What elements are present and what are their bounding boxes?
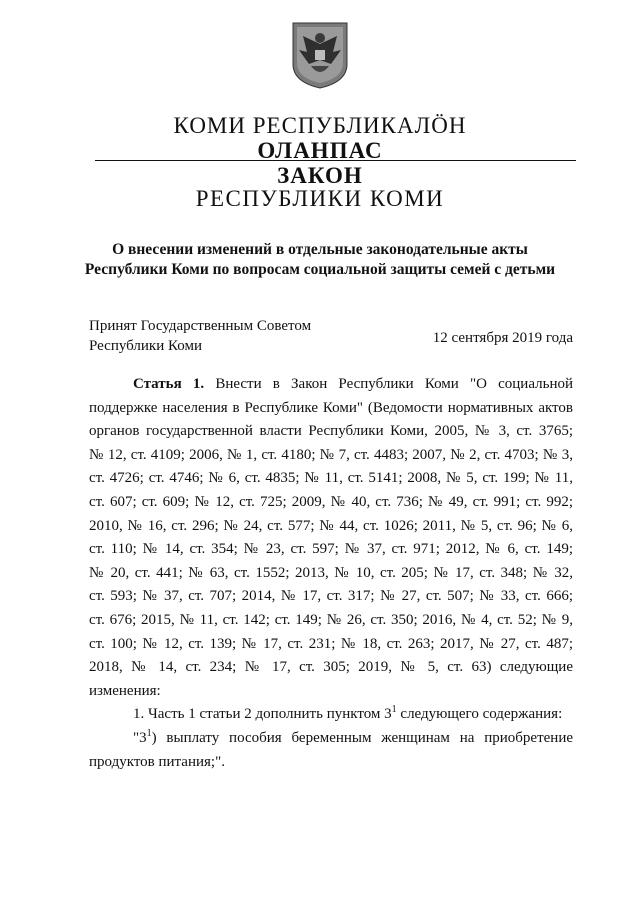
adoption-info: [89, 316, 311, 356]
header-law-komi-language: ОЛАНПАС: [257, 138, 383, 163]
article-line: № 12, ст. 4109; 2006, № 1, ст. 4180; № 7, ст. 4483; 2007, № 2, ст. 4703; № 3,: [89, 446, 573, 463]
law-subject-line: О внесении изменений в отдельные законодательные акты: [112, 241, 528, 258]
article-line: 2010, № 16, ст. 296; № 24, ст. 577; № 44, ст. 1026; 2011, № 5, ст. 96; № 6,: [89, 517, 573, 534]
coat-of-arms-emblem: [289, 20, 351, 90]
header-republic: РЕСПУБЛИКИ КОМИ: [195, 186, 445, 211]
item-1-quote-end: продуктов питания;".: [89, 753, 225, 770]
article-label: Статья 1.: [133, 376, 205, 392]
article-line: ст. 593; № 37, ст. 707; 2014, № 17, ст. 317; № 27, ст. 507; № 33, ст. 666;: [89, 588, 573, 605]
article-line: ст. 676; 2015, № 11, ст. 142; ст. 149; № 26, ст. 350; 2016, № 4, ст. 52; № 9,: [89, 611, 573, 628]
article-line: ст. 4726; ст. 4746; № 6, ст. 4835; № 11, ст. 5141; 2008, № 5, ст. 199; № 11,: [89, 470, 573, 487]
article-line: № 20, ст. 441; № 63, ст. 1552; 2013, № 10, ст. 205; № 17, ст. 348; № 32,: [89, 564, 573, 581]
adoption-line: Республики Коми: [89, 338, 202, 354]
article-line: Статья 1. Внести в Закон Республики Коми "О социальной: [133, 376, 573, 392]
article-line: поддержке населения в Республике Коми" (Ведомости нормативных актов: [89, 399, 573, 416]
header-republic-komi-language: КОМИ РЕСПУБЛИКАЛÖН: [173, 113, 467, 138]
article-line: 2018, № 14, ст. 234; № 17, ст. 305; 2019, № 5, ст. 63) следующие: [89, 659, 573, 676]
article-line: органов государственной власти Республики Коми, 2005, № 3, ст. 3765;: [89, 423, 573, 440]
adoption-line: Принят Государственным Советом: [89, 318, 312, 334]
law-subject-line: Республики Коми по вопросам социальной защиты семей с детьми: [84, 261, 556, 278]
header-divider: [95, 160, 576, 161]
article-line: изменения:: [89, 682, 161, 699]
article-line: ст. 607; ст. 609; № 12, ст. 725; 2009, № 40, ст. 736; № 49, ст. 991; ст. 992;: [89, 493, 573, 510]
article-1: [89, 373, 573, 774]
law-subject: [0, 240, 640, 280]
article-line: ст. 110; № 14, ст. 354; № 23, ст. 597; № 37, ст. 971; 2012, № 6, ст. 149;: [89, 541, 573, 558]
header-law: ЗАКОН: [277, 163, 363, 188]
article-line: ст. 100; № 12, ст. 139; № 17, ст. 231; № 18, ст. 263; 2017, № 27, ст. 487;: [89, 635, 573, 652]
item-1: 1. Часть 1 статьи 2 дополнить пунктом $3^1$ следующего содержания:: [133, 704, 563, 723]
item-1-quote: "$3^1$) выплату пособия беременным женщинам на приобретение: [133, 727, 573, 746]
adoption-date: 12 сентября 2019 года: [432, 330, 573, 346]
